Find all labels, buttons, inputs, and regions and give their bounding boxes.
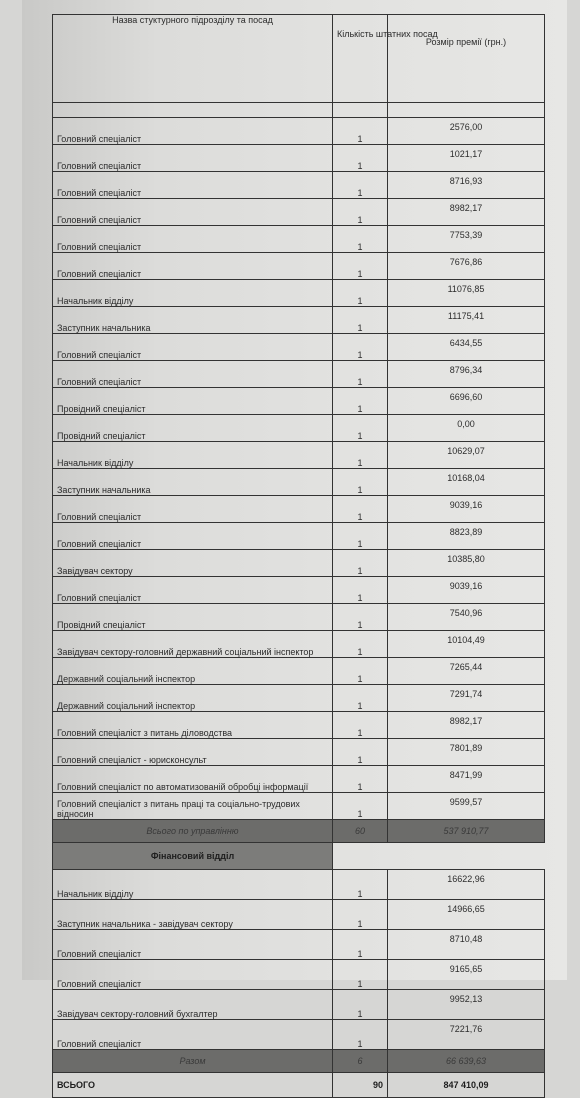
table-row: [53, 960, 545, 990]
table-row: [53, 118, 545, 145]
subtotal-sum: 537 910,77: [388, 820, 545, 843]
position-count: 1: [333, 550, 388, 577]
bonus-amount: 8710,48: [388, 930, 545, 960]
bonus-amount: 10168,04: [388, 469, 545, 496]
position-name: Завідувач сектору-головний державний соціальний інспектор: [53, 631, 333, 658]
table-row: [53, 469, 545, 496]
position-count: 1: [333, 307, 388, 334]
bonus-amount: 7801,89: [388, 739, 545, 766]
position-count: 1: [333, 685, 388, 712]
subtotal-label: Разом: [53, 1050, 333, 1073]
table-row: [53, 199, 545, 226]
table-row: [53, 334, 545, 361]
position-count: 1: [333, 415, 388, 442]
bonus-amount: 0,00: [388, 415, 545, 442]
section-title: Фінансовий відділ: [53, 843, 333, 870]
bonus-amount: 9952,13: [388, 990, 545, 1020]
position-name: Завідувач сектору: [53, 550, 333, 577]
bonus-amount: 9165,65: [388, 960, 545, 990]
table-row: [53, 172, 545, 199]
position-name: Головний спеціаліст: [53, 145, 333, 172]
bonus-amount: 16622,96: [388, 870, 545, 900]
bonus-amount: 8823,89: [388, 523, 545, 550]
table-row: [53, 1020, 545, 1050]
subtotal-label: Всього по управлінню: [53, 820, 333, 843]
position-name: Головний спеціаліст: [53, 960, 333, 990]
table-row: [53, 307, 545, 334]
position-count: 1: [333, 658, 388, 685]
position-count: 1: [333, 172, 388, 199]
position-name: Державний соціальний інспектор: [53, 685, 333, 712]
table-row: [53, 870, 545, 900]
subtotal-count: 6: [333, 1050, 388, 1073]
position-name: Державний соціальний інспектор: [53, 658, 333, 685]
position-name: Головний спеціаліст: [53, 523, 333, 550]
grand-total-label: ВСЬОГО: [53, 1073, 333, 1098]
bonus-amount: 9039,16: [388, 496, 545, 523]
bonus-amount: 9039,16: [388, 577, 545, 604]
bonus-amount: 14966,65: [388, 900, 545, 930]
bonus-amount: 1021,17: [388, 145, 545, 172]
header-name: Назва стуктурного підрозділу та посад: [53, 15, 333, 103]
position-name: Начальник відділу: [53, 280, 333, 307]
table-header-row: [53, 15, 545, 103]
section-blank: [333, 843, 545, 870]
position-count: 1: [333, 631, 388, 658]
position-count: 1: [333, 280, 388, 307]
bonus-amount: 7540,96: [388, 604, 545, 631]
position-count: 1: [333, 145, 388, 172]
table-row: [53, 361, 545, 388]
bonus-amount: 8982,17: [388, 199, 545, 226]
position-count: 1: [333, 469, 388, 496]
table-row: [53, 496, 545, 523]
bonus-amount: 2576,00: [388, 118, 545, 145]
position-name: Головний спеціаліст: [53, 577, 333, 604]
position-name: Головний спеціаліст з питань діловодства: [53, 712, 333, 739]
table-row: [53, 442, 545, 469]
grand-total-sum: 847 410,09: [388, 1073, 545, 1098]
bonus-amount: 11076,85: [388, 280, 545, 307]
table-row: [53, 766, 545, 793]
position-count: 1: [333, 766, 388, 793]
subtotal-row: [53, 820, 545, 843]
table-row: [53, 631, 545, 658]
position-name: Головний спеціаліст: [53, 334, 333, 361]
grand-total-row: [53, 1073, 545, 1098]
position-name: Начальник відділу: [53, 442, 333, 469]
bonus-amount: 8716,93: [388, 172, 545, 199]
position-name: Головний спеціаліст: [53, 361, 333, 388]
position-count: 1: [333, 1020, 388, 1050]
header-count: Кількість штатних посад: [333, 15, 388, 103]
position-name: Головний спеціаліст: [53, 199, 333, 226]
table-row: [53, 415, 545, 442]
position-count: 1: [333, 496, 388, 523]
position-name: Головний спеціаліст з питань праці та соціально-трудових відносин: [53, 793, 333, 820]
position-count: 1: [333, 253, 388, 280]
position-count: 1: [333, 199, 388, 226]
table-row: [53, 793, 545, 820]
table-row: [53, 226, 545, 253]
bonus-amount: 7265,44: [388, 658, 545, 685]
subtotal-row: [53, 1050, 545, 1073]
position-name: Головний спеціаліст: [53, 172, 333, 199]
position-name: Заступник начальника - завідувач сектору: [53, 900, 333, 930]
position-name: Начальник відділу: [53, 870, 333, 900]
bonus-amount: 11175,41: [388, 307, 545, 334]
table-row: [53, 739, 545, 766]
position-name: Провідний спеціаліст: [53, 388, 333, 415]
bonus-amount: 7676,86: [388, 253, 545, 280]
table-row: [53, 253, 545, 280]
position-name: Заступник начальника: [53, 469, 333, 496]
position-count: 1: [333, 990, 388, 1020]
position-count: 1: [333, 870, 388, 900]
table-row: [53, 145, 545, 172]
position-name: Головний спеціаліст по автоматизованій обробці інформації: [53, 766, 333, 793]
bonus-amount: 8796,34: [388, 361, 545, 388]
position-count: 1: [333, 577, 388, 604]
position-count: 1: [333, 388, 388, 415]
bonus-amount: 8982,17: [388, 712, 545, 739]
position-count: 1: [333, 712, 388, 739]
position-name: Головний спеціаліст - юрисконсульт: [53, 739, 333, 766]
position-count: 1: [333, 739, 388, 766]
bonus-amount: 7221,76: [388, 1020, 545, 1050]
grand-total-count: 90: [333, 1073, 388, 1098]
position-name: Головний спеціаліст: [53, 1020, 333, 1050]
table-row: [53, 990, 545, 1020]
table-row: [53, 280, 545, 307]
position-name: Головний спеціаліст: [53, 226, 333, 253]
table-row: [53, 550, 545, 577]
table-row: [53, 930, 545, 960]
position-name: Головний спеціаліст: [53, 118, 333, 145]
bonus-amount: 7291,74: [388, 685, 545, 712]
position-count: 1: [333, 793, 388, 820]
section-header-row: [53, 843, 545, 870]
position-count: 1: [333, 604, 388, 631]
position-count: 1: [333, 930, 388, 960]
position-name: Головний спеціаліст: [53, 253, 333, 280]
position-count: 1: [333, 960, 388, 990]
position-count: 1: [333, 523, 388, 550]
bonus-amount: 6696,60: [388, 388, 545, 415]
document-sheet: [22, 0, 567, 1090]
table-row: [53, 577, 545, 604]
bonus-table: [52, 14, 545, 1098]
position-name: Провідний спеціаліст: [53, 415, 333, 442]
bonus-amount: 10385,80: [388, 550, 545, 577]
table-row: [53, 658, 545, 685]
table-row: [53, 685, 545, 712]
table-row: [53, 523, 545, 550]
table-row: [53, 900, 545, 930]
position-name: Головний спеціаліст: [53, 496, 333, 523]
subtotal-count: 60: [333, 820, 388, 843]
position-count: 1: [333, 226, 388, 253]
subtotal-sum: 66 639,63: [388, 1050, 545, 1073]
position-name: Головний спеціаліст: [53, 930, 333, 960]
position-count: 1: [333, 118, 388, 145]
position-count: 1: [333, 361, 388, 388]
position-count: 1: [333, 442, 388, 469]
table-row: [53, 604, 545, 631]
bonus-amount: 8471,99: [388, 766, 545, 793]
table-row: [53, 712, 545, 739]
position-name: Завідувач сектору-головний бухгалтер: [53, 990, 333, 1020]
position-count: 1: [333, 334, 388, 361]
bonus-amount: 9599,57: [388, 793, 545, 820]
bonus-amount: 10629,07: [388, 442, 545, 469]
bonus-amount: 7753,39: [388, 226, 545, 253]
spacer-row: [53, 103, 545, 118]
position-name: Заступник начальника: [53, 307, 333, 334]
position-count: 1: [333, 900, 388, 930]
bonus-amount: 10104,49: [388, 631, 545, 658]
header-sum: Розмір премії (грн.): [388, 15, 545, 103]
table-row: [53, 388, 545, 415]
position-name: Провідний спеціаліст: [53, 604, 333, 631]
bonus-amount: 6434,55: [388, 334, 545, 361]
